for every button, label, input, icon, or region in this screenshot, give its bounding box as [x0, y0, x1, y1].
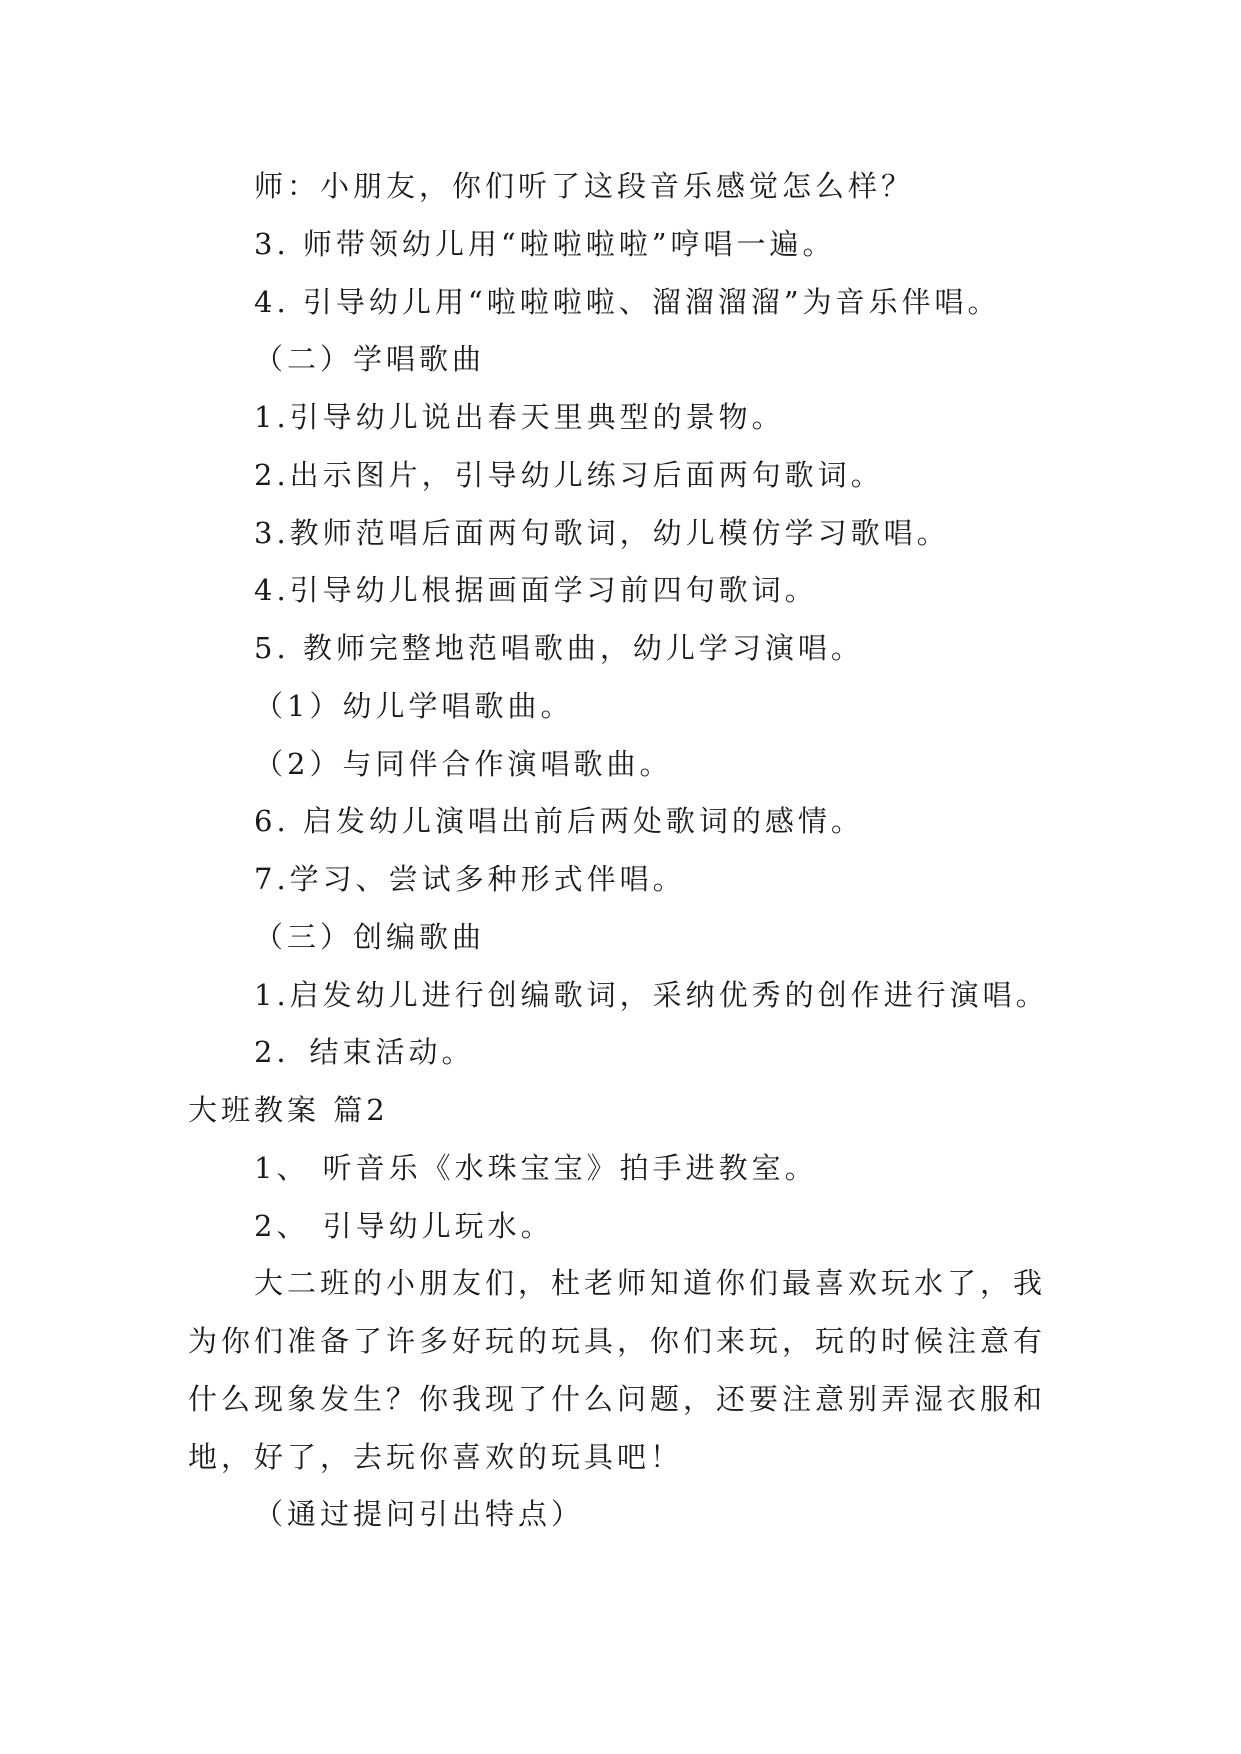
section-3-heading: （三）创编歌曲 [254, 920, 486, 954]
list-item: 7.学习、尝试多种形式伴唱。 [254, 862, 686, 896]
paragraph-note: （通过提问引出特点） [254, 1497, 585, 1531]
list-item: 3.教师范唱后面两句歌词，幼儿模仿学习歌唱。 [254, 516, 950, 550]
list-item: 1、 听音乐《水珠宝宝》拍手进教室。 [254, 1151, 818, 1185]
list-item: 2、 引导幼儿玩水。 [254, 1209, 554, 1243]
sub-list-item: （1）幼儿学唱歌曲。 [254, 689, 574, 723]
list-item: 5. 教师完整地范唱歌曲，幼儿学习演唱。 [254, 631, 864, 665]
sub-list-item: （2）与同伴合作演唱歌曲。 [254, 747, 673, 781]
teacher-question-line: 师：小朋友，你们听了这段音乐感觉怎么样？ [254, 169, 915, 203]
lesson-plan-heading: 大班教案 篇2 [188, 1093, 389, 1127]
paragraph-line: 什么现象发生？你我现了什么问题，还要注意别弄湿衣服和 [188, 1382, 1047, 1416]
list-item: 2.出示图片，引导幼儿练习后面两句歌词。 [254, 458, 884, 492]
list-item: 1.启发幼儿进行创编歌词，采纳优秀的创作进行演唱。 [254, 978, 1049, 1012]
list-item: 6. 启发幼儿演唱出前后两处歌词的感情。 [254, 804, 864, 838]
step-4-line: 4. 引导幼儿用“啦啦啦啦、溜溜溜溜”为音乐伴唱。 [254, 285, 1001, 319]
paragraph-line: 地，好了，去玩你喜欢的玩具吧！ [188, 1440, 684, 1474]
step-3-line: 3. 师带领幼儿用“啦啦啦啦”哼唱一遍。 [254, 227, 836, 261]
list-item: 1.引导幼儿说出春天里典型的景物。 [254, 400, 785, 434]
paragraph-line: 大二班的小朋友们，杜老师知道你们最喜欢玩水了，我 [254, 1266, 1047, 1300]
list-item: 4.引导幼儿根据画面学习前四句歌词。 [254, 573, 818, 607]
paragraph-line: 为你们准备了许多好玩的玩具，你们来玩，玩的时候注意有 [188, 1324, 1047, 1358]
list-item: 2．结束活动。 [254, 1035, 475, 1069]
section-2-heading: （二）学唱歌曲 [254, 342, 486, 376]
